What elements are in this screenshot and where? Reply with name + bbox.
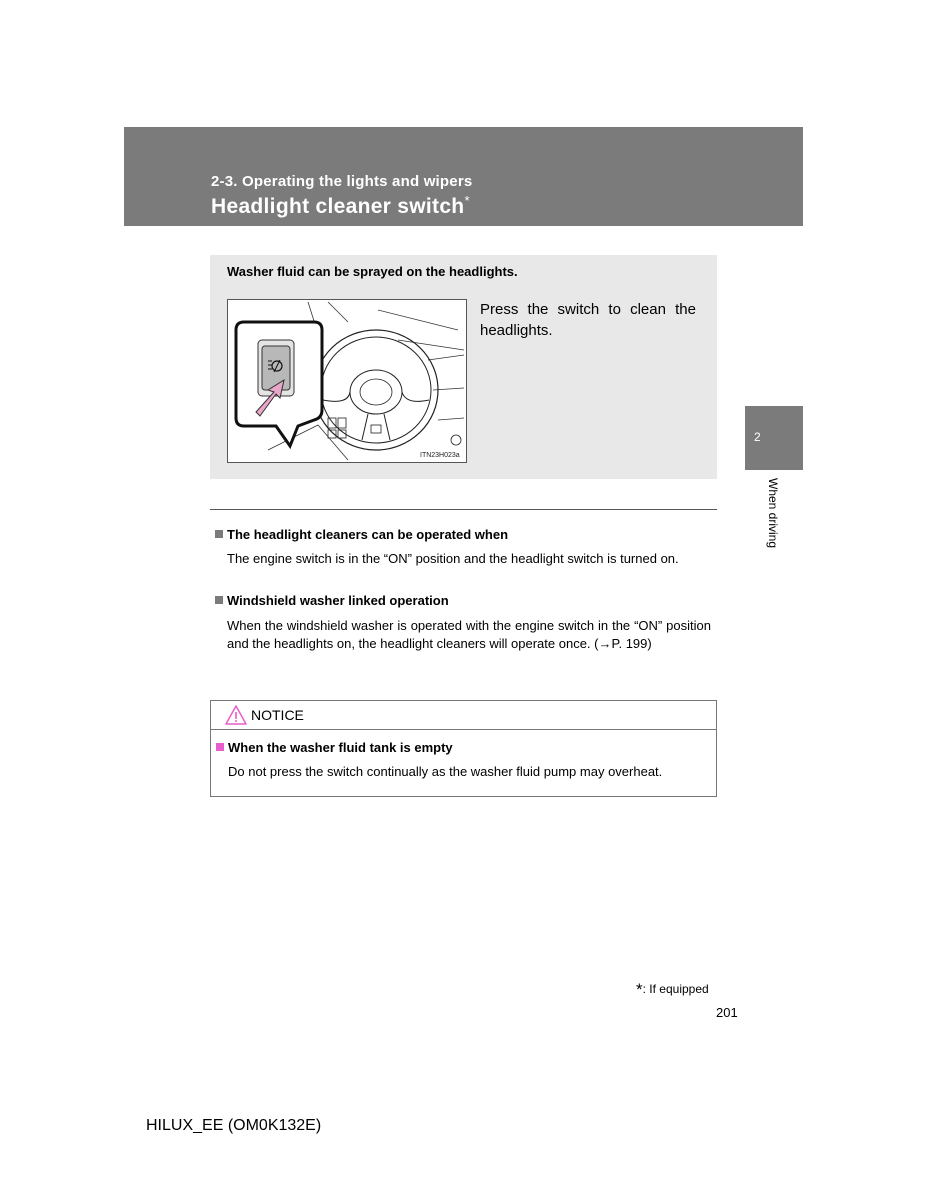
notice-box [210, 700, 717, 797]
footnote-marker: * [636, 980, 643, 999]
note-body-operation-condition: The engine switch is in the “ON” position and the headlight switch is turned on. [227, 551, 679, 566]
page-title [211, 195, 470, 219]
square-bullet-icon [215, 596, 223, 604]
notice-item-heading [216, 740, 453, 755]
manual-code: HILUX_EE (OM0K132E) [146, 1117, 322, 1134]
page-number: 201 [716, 1005, 738, 1020]
footnote [636, 978, 709, 998]
square-bullet-icon [215, 530, 223, 538]
divider-rule [210, 509, 717, 510]
chapter-tab-number: 2 [754, 430, 761, 444]
note-heading-text: The headlight cleaners can be operated when [227, 527, 509, 542]
intro-heading: Washer fluid can be sprayed on the headlights. [227, 264, 518, 279]
notice-item-heading-text: When the washer fluid tank is empty [228, 740, 453, 755]
warning-triangle-icon [225, 705, 247, 725]
headlight-cleaner-illustration [227, 299, 467, 463]
section-label: 2-3. Operating the lights and wipers [211, 173, 473, 190]
if-equipped-marker: * [464, 193, 470, 208]
steering-wheel-drawing [228, 300, 466, 462]
note-heading-operation-condition [215, 527, 508, 542]
note-heading-text: Windshield washer linked operation [227, 593, 449, 608]
note-body-linked-operation: When the windshield washer is operated with the engine switch in the “ON” position and the headlights on, the headlight cleaners will operate once. (→P. 199) [227, 618, 711, 651]
notice-header [211, 701, 716, 730]
instruction-text: Press the switch to clean the headlights. [480, 301, 696, 339]
note-heading-linked-operation [215, 593, 449, 608]
chapter-tab-label: When driving [766, 478, 780, 549]
illustration-code: ITN23H023a [420, 452, 460, 459]
notice-title: NOTICE [251, 707, 304, 723]
footnote-text: : If equipped [642, 982, 709, 996]
notice-item-body: Do not press the switch continually as the washer fluid pump may overheat. [228, 764, 663, 779]
pink-bullet-icon [216, 743, 224, 751]
page-title-text: Headlight cleaner switch [211, 195, 465, 218]
